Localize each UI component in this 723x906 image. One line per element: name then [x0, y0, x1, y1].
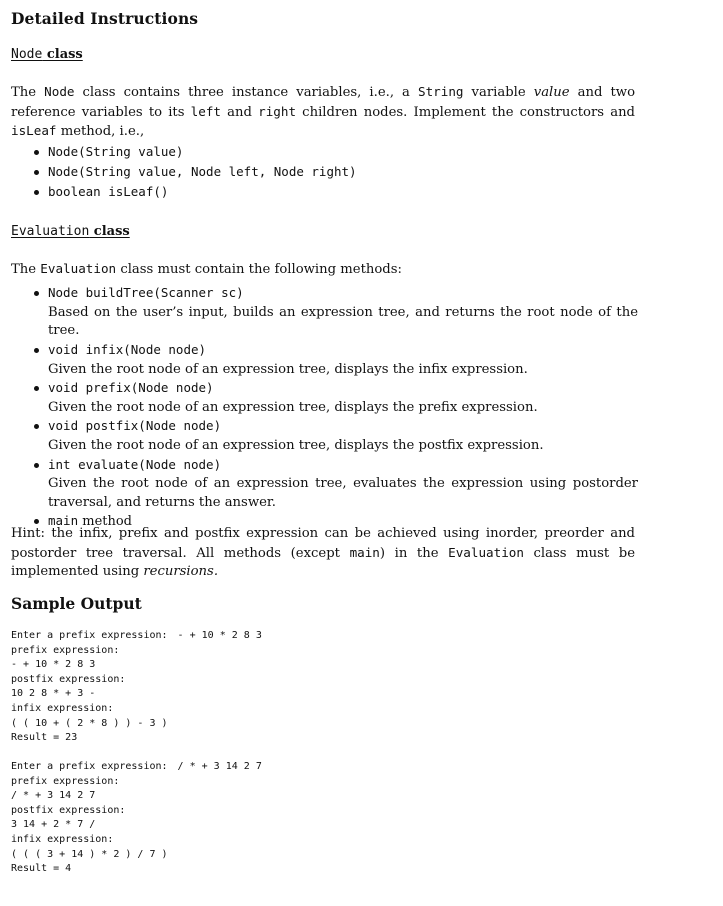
text-span: class contains three instance variables, i.e., a	[74, 85, 418, 100]
code-span: String	[417, 84, 464, 99]
emphasis-span: recursions.	[143, 564, 219, 579]
node-class-heading	[11, 47, 83, 62]
console-prompt-line	[11, 629, 262, 644]
node-method-list	[33, 143, 638, 202]
console-line: ( ( 10 + ( 2 * 8 ) ) - 3 )	[11, 717, 168, 729]
code-span: left	[190, 103, 221, 119]
console-user-input: - + 10 * 2 8 3	[177, 630, 262, 641]
console-line: Result = 23	[11, 732, 78, 744]
method-signature: void postfix(Node node)	[48, 418, 222, 434]
list-item	[33, 379, 638, 417]
method-suffix: method	[78, 514, 133, 530]
console-line: ( ( ( 3 + 14 ) * 2 ) / 7 )	[11, 848, 168, 860]
method-signature: void infix(Node node)	[48, 341, 207, 357]
console-user-input: / * + 3 14 2 7	[177, 761, 262, 772]
console-line: prefix expression:	[11, 644, 120, 656]
code-span: Evaluation	[448, 544, 524, 560]
sample-output-block	[11, 760, 262, 877]
text-span: The	[11, 262, 41, 277]
method-description: Given the root node of an expression tree, displays the postfix expression.	[48, 438, 544, 454]
method-description: Given the root node of an expression tree, displays the infix expression.	[48, 361, 528, 377]
list-item	[33, 417, 638, 455]
text-span: children nodes. Implement the constructors and	[296, 104, 635, 120]
text-span: variable	[463, 85, 534, 100]
sample-output-heading: Sample Output	[11, 594, 142, 613]
text-span: The	[11, 85, 45, 100]
method-description: Given the root node of an expression tree, displays the prefix expression.	[48, 399, 538, 415]
list-item	[33, 341, 638, 379]
list-item	[33, 143, 638, 163]
console-line: - + 10 * 2 8 3	[11, 659, 96, 671]
console-line: infix expression:	[11, 833, 114, 845]
method-description: Based on the user’s input, builds an expression tree, and returns the root node of the tree.	[48, 304, 638, 339]
text-span: method, i.e.,	[56, 124, 145, 139]
evaluation-class-description	[11, 260, 635, 280]
sample-output-block	[11, 629, 262, 746]
console-line: 10 2 8 * + 3 -	[11, 688, 96, 700]
method-signature: main	[48, 513, 79, 529]
page-title: Detailed Instructions	[11, 9, 199, 28]
console-line: 3 14 + 2 * 7 /	[11, 819, 96, 831]
node-heading-mono: Node	[11, 47, 43, 62]
list-item	[33, 183, 638, 203]
method-signature: void prefix(Node node)	[48, 380, 214, 396]
method-signature: boolean isLeaf()	[48, 183, 169, 199]
evaluation-heading-mono: Evaluation	[11, 224, 90, 239]
node-class-description	[11, 83, 635, 142]
method-signature: Node(String value, Node left, Node right)	[48, 163, 357, 179]
console-line: Result = 4	[11, 863, 72, 875]
hint-paragraph	[11, 525, 635, 582]
console-line: infix expression:	[11, 702, 114, 714]
code-span: right	[258, 103, 297, 119]
node-heading-rest: class	[42, 47, 83, 62]
method-signature: int evaluate(Node node)	[48, 456, 222, 472]
emphasis-span: value	[533, 85, 570, 100]
text-span: and two reference variables to its	[11, 85, 636, 120]
list-item	[33, 284, 638, 341]
console-line: prefix expression:	[11, 775, 120, 787]
console-line: postfix expression:	[11, 673, 126, 685]
console-line: postfix expression:	[11, 804, 126, 816]
console-prompt: Enter a prefix expression:	[11, 761, 168, 772]
evaluation-class-heading	[11, 224, 130, 239]
text-span: class must contain the following methods:	[116, 262, 402, 277]
text-span: and	[221, 104, 259, 120]
console-line: / * + 3 14 2 7	[11, 790, 96, 802]
method-signature: Node buildTree(Scanner sc)	[48, 285, 244, 300]
text-span: ) in the	[379, 545, 449, 561]
code-span: isLeaf	[11, 123, 57, 138]
method-description: Given the root node of an expression tree, evaluates the expression using postorder traversal, and returns the answer.	[48, 476, 638, 510]
list-item	[33, 456, 638, 513]
console-prompt: Enter a prefix expression:	[11, 630, 168, 641]
evaluation-method-list	[33, 284, 638, 532]
code-span: main	[349, 544, 380, 560]
code-span: Evaluation	[40, 261, 117, 276]
evaluation-heading-rest: class	[89, 224, 130, 239]
text-span: class must be implemented using	[11, 545, 636, 579]
list-item	[33, 163, 638, 183]
code-span: Node	[44, 84, 75, 99]
console-prompt-line	[11, 760, 262, 775]
method-signature: Node(String value)	[48, 144, 184, 159]
text-span: Hint: the infix, prefix and postfix expression can be achieved using inorder, preorder and postorder tree traversal. All methods (except	[11, 526, 635, 561]
